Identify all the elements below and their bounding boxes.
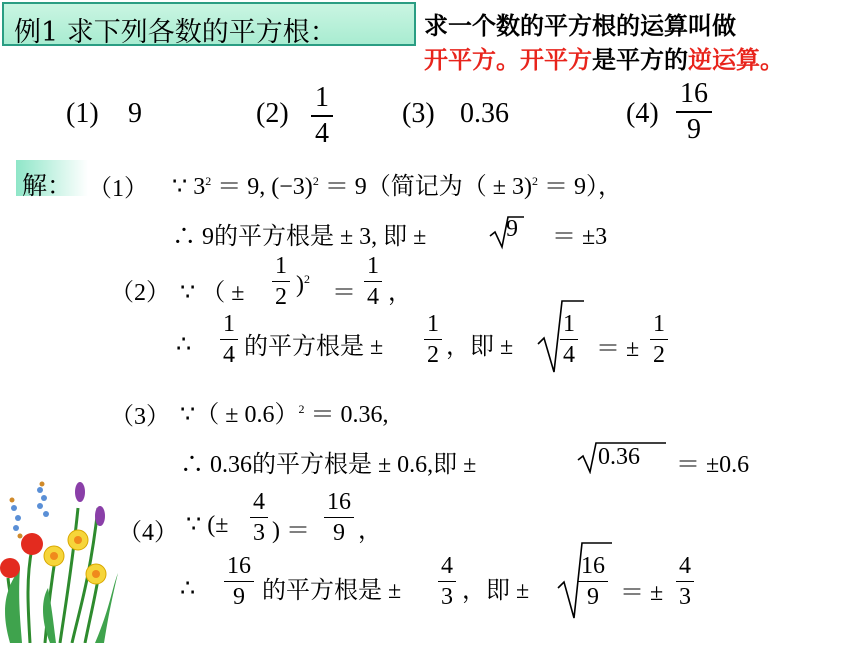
s2-rad-den: 4 [563, 342, 575, 368]
s4-radicand-fraction [578, 554, 608, 609]
s1-radicand: 9 [506, 216, 518, 242]
q4-label: (4) [626, 98, 659, 129]
note-line1: 求一个数的平方根的运算叫做 [424, 12, 736, 40]
s2-frac2-num: 1 [367, 253, 379, 279]
s2-l2-fraction1 [220, 312, 238, 367]
s3-text-b: ＝ 0.36, [304, 402, 389, 428]
s4-l2-text-c: ，即 ± [462, 578, 530, 604]
s1-sup-b: 2 [312, 174, 319, 188]
q4-denominator: 9 [687, 114, 701, 145]
s3-line2-b: ＝ ±0.6 [676, 452, 750, 478]
s1-line2-a: ∴ 9的平方根是 ± 3, 即 ± [172, 224, 427, 250]
q1-value: 9 [128, 98, 142, 129]
s1-sup-a: 2 [205, 174, 212, 188]
s4-comma: ， [358, 518, 382, 544]
s2-l2-den: 4 [223, 342, 235, 368]
s2-frac2-den: 4 [367, 284, 379, 310]
s2-l2-num: 1 [223, 311, 235, 337]
s4-l2-fraction3 [676, 554, 694, 609]
s3-sup: 2 [298, 402, 305, 416]
s2-l2-den2: 2 [427, 342, 439, 368]
s2-fraction1 [272, 254, 290, 309]
s3-label: （3） [110, 404, 170, 430]
s3-text-a: ∵（ ± 0.6） [180, 402, 299, 428]
s2-equals: ＝ [332, 280, 356, 306]
s2-l2-fraction3 [650, 312, 668, 367]
note-text: 是平方的 [592, 46, 688, 74]
s4-label: （4） [118, 520, 178, 546]
s1-line1 [172, 166, 622, 201]
note-term-kaipingfang: 开平方。 [424, 46, 520, 74]
note-term-inverse: 逆运算。 [688, 46, 784, 74]
q3-value: 0.36 [460, 98, 509, 129]
title-box [2, 2, 416, 46]
s2-sup: 2 [304, 272, 310, 286]
s1-line2-b: ＝ ±3 [552, 224, 608, 250]
s1-label: （1） [88, 176, 148, 202]
s1-text-d: ＝ 9）， [537, 174, 622, 200]
s1-sup-c: 2 [531, 174, 538, 188]
s4-l2-den3: 3 [679, 584, 691, 610]
s4-l2-num3: 4 [679, 553, 691, 579]
s4-l2-fraction1 [224, 554, 254, 609]
s4-l2-num: 16 [227, 553, 251, 579]
s4-text-b: ) ＝ [272, 518, 310, 544]
s1-text-b: ＝ 9, (−3) [211, 174, 313, 200]
s4-num: 4 [253, 489, 265, 515]
s2-frac1-den: 2 [275, 284, 287, 310]
s2-therefore: ∴ [176, 332, 192, 358]
s4-l2-text-d: ＝ ± [620, 580, 664, 606]
s2-comma: ， [388, 280, 412, 306]
s2-label: （2） [110, 280, 170, 306]
q2-denominator: 4 [315, 118, 329, 149]
s4-text-a: ∵ (± [186, 512, 229, 538]
q1-label: (1) [66, 98, 99, 129]
s1-text-a: ∵ 3 [172, 174, 206, 200]
s2-text-b [296, 272, 310, 299]
q3-label: (3) [402, 98, 435, 129]
s2-fraction2 [364, 254, 382, 309]
note-line2 [424, 40, 784, 75]
note-term-kaipingfang-2: 开平方 [520, 46, 592, 74]
s4-therefore: ∴ [180, 576, 196, 602]
jie-label: 解： [22, 173, 73, 200]
s4-fraction1 [250, 490, 268, 545]
s4-l2-num2: 4 [441, 553, 453, 579]
s2-l2-text-b: 的平方根是 ± [244, 334, 384, 360]
s2-paren: ) [296, 272, 304, 298]
s3-radicand: 0.36 [598, 444, 640, 470]
q2-label: (2) [256, 98, 289, 129]
s2-l2-num3: 1 [653, 311, 665, 337]
q2-fraction [311, 84, 333, 148]
s2-l2-num2: 1 [427, 311, 439, 337]
s2-rad-num: 1 [563, 311, 575, 337]
s2-l2-text-c: ，即 ± [446, 334, 514, 360]
q2-numerator: 1 [315, 82, 329, 113]
s4-l2-den: 9 [233, 584, 245, 610]
q4-fraction [676, 80, 712, 144]
s4-l2-fraction2 [438, 554, 456, 609]
s2-l2-fraction2 [424, 312, 442, 367]
page-title: 例1 求下列各数的平方根： [14, 17, 337, 48]
flowers-illustration [0, 478, 120, 643]
s4-num2: 16 [327, 489, 351, 515]
s4-rad-num: 16 [581, 553, 605, 579]
s2-l2-den3: 2 [653, 342, 665, 368]
s2-text-a: ∵ （ ± [180, 280, 245, 306]
s4-den: 3 [253, 520, 265, 546]
s1-text-c: ＝ 9（简记为（ ± 3) [318, 174, 532, 200]
q4-numerator: 16 [680, 78, 708, 109]
s2-radicand-fraction [560, 312, 578, 367]
s4-l2-den2: 3 [441, 584, 453, 610]
s3-line1 [180, 394, 388, 429]
s2-frac1-num: 1 [275, 253, 287, 279]
s4-fraction2 [324, 490, 354, 545]
s2-l2-text-d: ＝ ± [596, 336, 640, 362]
s3-line2-a: ∴ 0.36的平方根是 ± 0.6,即 ± [180, 452, 477, 478]
s4-rad-den: 9 [587, 584, 599, 610]
s4-den2: 9 [333, 520, 345, 546]
s4-l2-text-b: 的平方根是 ± [262, 578, 402, 604]
